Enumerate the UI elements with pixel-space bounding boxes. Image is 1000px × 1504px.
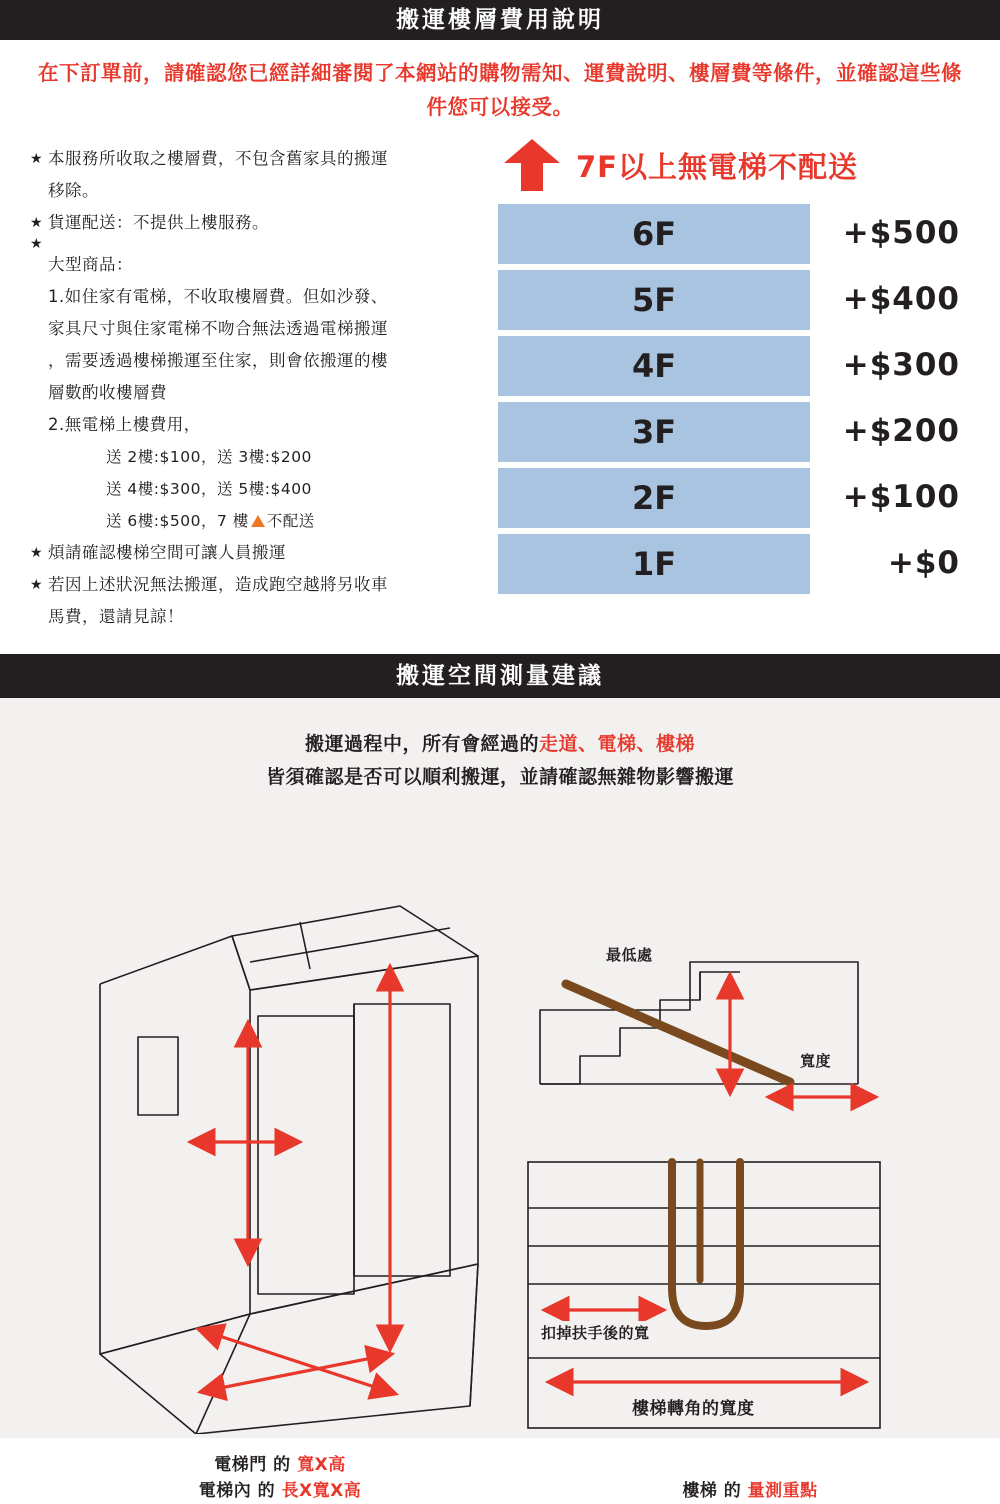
star-icon: ★ [30,151,44,167]
section2-title-bar: 搬運空間測量建議 [0,654,1000,698]
list-item: 送 4樓:$300，送 5樓:$400 [106,480,312,498]
label-handrail-width: 扣掉扶手後的寬 [538,1321,653,1344]
measurement-diagram [0,794,1000,1434]
floor-price: +$300 [842,347,960,383]
measurement-note [0,698,1000,794]
table-row [498,464,978,530]
diagram-area [0,794,1000,1434]
star-icon: ★ [30,236,44,252]
floor-fee-chart [498,134,978,596]
floor-fee-section [0,134,1000,654]
label-corner-width: 樓梯轉角的寬度 [632,1399,755,1419]
table-row [498,266,978,332]
intro-paragraph: 在下訂單前，請確認您已經詳細審閱了本網站的購物需知、運費說明、樓層費等條件，並確認這些條件您可以接受。 [38,61,962,119]
list-item [30,236,500,252]
floor-price: +$200 [842,413,960,449]
floor-price: +$400 [842,281,960,317]
list-item: ★ 貨運配送：不提供上樓服務。 [30,208,500,238]
caption-stairs: 樓梯 的 量測重點 [682,1481,818,1501]
list-item [30,506,500,536]
caption-elevator-line1: 電梯門 的 寬X高 [214,1455,346,1475]
list-item: 移除。 [48,181,99,200]
up-arrow-icon [504,139,560,191]
no-delivery-text: 不配送 [266,512,315,530]
list-item: 1.如住家有電梯，不收取樓層費。但如沙發、 [48,287,388,306]
list-item: ★ 煩請確認樓梯空間可讓人員搬運 [30,538,500,568]
star-icon: ★ [30,545,44,561]
list-item: 家具尺寸與住家電梯不吻合無法透過電梯搬運 [48,319,388,338]
floor6-fee-text: 送 6樓:$500，7 樓 [106,512,249,530]
measurement-note-line1: 搬運過程中，所有會經過的走道、電梯、樓梯 [304,733,696,755]
list-item: 送 2樓:$100，送 3樓:$200 [106,448,312,466]
floor-label: 2F [498,466,810,528]
list-item: 大型商品： [48,255,133,274]
measurement-section [0,698,1000,1438]
floor-label: 6F [498,202,810,264]
measurement-note-line2: 皆須確認是否可以順利搬運，並請確認無雜物影響搬運 [265,766,734,788]
table-row [498,332,978,398]
floor-price: +$500 [842,215,960,251]
star-icon: ★ [30,215,44,231]
floor-price: +$100 [842,479,960,515]
floor-label: 1F [498,532,810,594]
list-item: ★ 本服務所收取之樓層費，不包含舊家具的搬運 [30,144,500,174]
floor-label: 3F [498,400,810,462]
floor-price: +$0 [887,545,960,581]
section1-title-bar: 搬運樓層費用說明 [0,0,1000,40]
label-stair-width: 寬度 [800,1052,832,1070]
star-icon: ★ [30,577,44,593]
list-item: 2.無電梯上樓費用， [48,415,201,434]
no-delivery-label: 7F以上無電梯不配送 [576,149,858,184]
caption-elevator-line2: 電梯內 的 長X寬X高 [198,1481,362,1501]
table-row [498,530,978,596]
table-row [498,398,978,464]
list-item: ，需要透過樓梯搬運至住家，則會依搬運的樓 [48,351,388,370]
caption-elevator [70,1452,490,1504]
list-item: 層數酌收樓層費 [48,383,167,402]
no-delivery-row [498,134,978,196]
list-item: ★ 若因上述狀況無法搬運，造成跑空越將另收車 [30,570,500,600]
list-item: 馬費，還請見諒！ [48,607,184,626]
bullet-list [30,144,500,634]
floor-label: 5F [498,268,810,330]
table-row [498,200,978,266]
warning-triangle-icon [251,515,265,527]
label-lowest-point: 最低處 [606,946,653,964]
floor-label: 4F [498,334,810,396]
